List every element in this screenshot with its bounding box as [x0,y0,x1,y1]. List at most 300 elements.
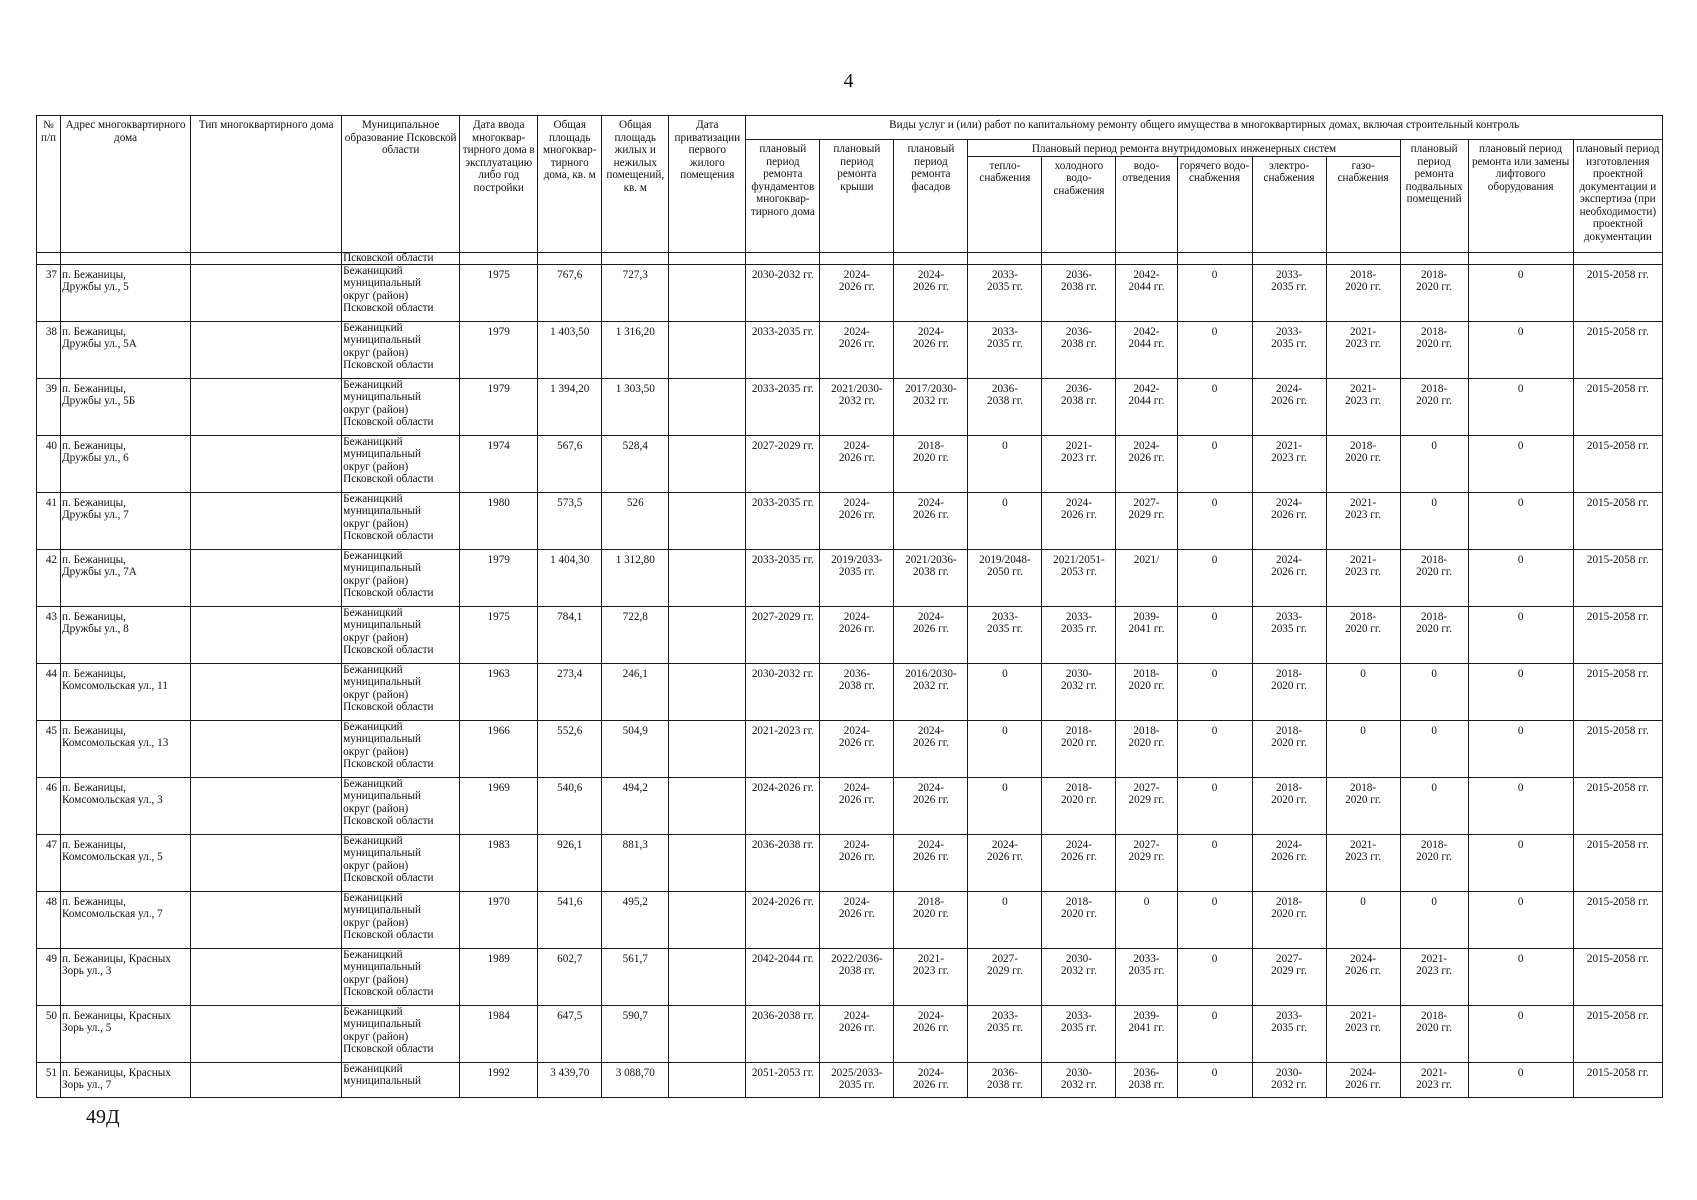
header-facade: плановый период ремонта фасадов [894,140,968,253]
table-cell [1042,492,1116,549]
table-cell [191,264,342,321]
row-roof-period: 2024- [843,439,870,452]
row-gas-period: 2026 гг. [1345,1079,1382,1091]
row-living-area: 504,9 [622,724,648,737]
table-cell [746,663,820,720]
row-project-period: 2015-2058 гг. [1586,439,1649,452]
row-address-line: Комсомольская ул., 13 [62,737,169,749]
table-cell [669,1005,746,1062]
table-cell [1177,663,1252,720]
row-hot-water-period: 0 [1211,781,1218,794]
row-electric-period: 2026 гг. [1271,395,1307,407]
row-year: 1963 [487,667,510,680]
row-cold-water-period: 2030- [1065,1066,1092,1079]
row-hot-water-period: 0 [1211,1009,1218,1022]
table-cell [894,834,968,891]
table-cell [602,1062,669,1097]
table-cell [1468,1005,1573,1062]
row-drainage-period: 2036- [1133,1066,1160,1079]
row-gas-period: 2023 гг. [1345,395,1382,407]
row-electric-period: 2033- [1275,325,1303,338]
table-cell [1326,663,1400,720]
table-cell [37,948,61,1005]
table-cell [894,948,968,1005]
row-basement-period: 2020 гг. [1416,281,1453,293]
header-gas: газо-снабжения [1326,156,1400,252]
row-cold-water-period: 2018- [1065,724,1092,737]
row-roof-period: 2026 гг. [838,452,875,464]
row-municipality-line: Бежаницкий [343,606,403,619]
row-total-area: 567,6 [557,439,583,452]
row-cold-water-period: 2035 гг. [1061,623,1097,635]
row-basement-period: 2020 гг. [1416,566,1453,578]
row-electric-period: 2035 гг. [1271,623,1307,635]
row-facade-period: 2021- [917,952,944,965]
header-systems-group: Плановый период ремонта внутридомовых инженерных систем [968,140,1400,157]
row-heat-period: 2038 гг. [986,1079,1023,1091]
table-cell [460,321,538,378]
row-cold-water-period: 2032 гг. [1061,965,1097,977]
row-heat-period: 2050 гг. [986,566,1023,578]
row-electric-period: 2033- [1275,610,1303,623]
row-facade-period: 2018- [917,895,944,908]
row-address-line: Дружбы ул., 5А [62,338,137,350]
row-address-line: п. Бежаницы, [62,439,126,452]
header-project: плановый период изготовления проектной документации и экспертиза (при необходимости) проектной документации [1573,140,1662,253]
row-address-line: Комсомольская ул., 7 [62,908,163,920]
table-cell [1116,948,1177,1005]
table-cell [602,948,669,1005]
header-privatization: Дата приватизации первого жилого помещения [669,116,746,253]
table-cell [1468,834,1573,891]
row-roof-period: 2024- [843,496,870,509]
row-electric-period: 2020 гг. [1271,680,1307,692]
table-header [37,116,1663,253]
table-row [37,948,1663,1005]
row-foundation-period: 2027-2029 гг. [751,610,814,623]
table-cell [1326,1005,1400,1062]
row-facade-period: 2024- [917,838,944,851]
row-municipality-line: Псковской области [343,587,434,599]
table-cell [602,606,669,663]
row-hot-water-period: 0 [1211,1066,1218,1079]
row-living-area: 528,4 [622,439,648,452]
row-drainage-period: 2027- [1133,496,1160,509]
table-cell [602,663,669,720]
table-cell [1326,492,1400,549]
row-municipality-line: округ (район) [343,745,409,758]
row-heat-period: 0 [1002,781,1008,794]
row-roof-period: 2021/2030- [831,382,883,395]
row-municipality-line: Бежаницкий [343,948,403,961]
row-roof-period: 2025/2033- [831,1066,883,1079]
row-drainage-period: 2035 гг. [1128,965,1165,977]
table-cell [37,1005,61,1062]
row-elevator-period: 0 [1517,439,1524,452]
row-facade-period: 2016/2030- [905,667,957,680]
row-municipality-line: Псковской области [343,929,434,941]
table-cell [342,1005,460,1062]
table-cell [1252,321,1326,378]
row-address-line: Дружбы ул., 7А [62,566,137,578]
row-hot-water-period: 0 [1211,895,1218,908]
row-drainage-period: 2029 гг. [1128,851,1165,863]
row-foundation-period: 2033-2035 гг. [751,553,814,566]
row-address-line: п. Бежаницы, [62,382,126,395]
row-project-period: 2015-2058 гг. [1586,496,1649,509]
row-municipality-line: Псковской области [343,986,434,998]
row-cold-water-period: 2038 гг. [1061,281,1097,293]
row-roof-period: 2024- [843,838,870,851]
table-cell [1326,777,1400,834]
row-project-period: 2015-2058 гг. [1586,268,1649,281]
row-municipality-line: Бежаницкий [343,321,403,334]
row-municipality-line: муниципальный [343,733,421,745]
table-cell [1252,549,1326,606]
table-row [37,777,1663,834]
row-address-line: п. Бежаницы, [62,781,126,794]
table-cell [1468,435,1573,492]
table-cell [746,891,820,948]
table-cell [538,549,602,606]
row-foundation-period: 2036-2038 гг. [751,838,814,851]
table-cell [669,720,746,777]
row-year: 1983 [487,838,510,851]
header-foundation: плановый период ремонта фундаментов многоквар-тирного дома [746,140,820,253]
table-cell [1252,834,1326,891]
table-cell [1400,777,1468,834]
row-foundation-period: 2033-2035 гг. [751,325,814,338]
table-cell [669,606,746,663]
row-municipality-line: Псковской области [343,872,434,884]
table-cell [1116,606,1177,663]
table-cell [342,834,460,891]
table-cell [61,1062,191,1097]
row-roof-period: 2026 гг. [838,623,875,635]
row-gas-period: 2021- [1350,1009,1377,1022]
row-cold-water-period: 2018- [1065,895,1092,908]
row-facade-period: 2026 гг. [912,1022,949,1034]
header-living-area: Общая площадь жилых и нежилых помещений, кв. м [602,116,669,253]
table-cell [746,1005,820,1062]
row-number: 38 [45,325,57,338]
table-cell [1468,378,1573,435]
row-number: 41 [45,496,57,509]
table-cell [1326,1062,1400,1097]
table-cell [746,1062,820,1097]
row-electric-period: 2035 гг. [1271,1022,1307,1034]
row-total-area: 647,5 [557,1009,583,1022]
table-row [37,492,1663,549]
row-roof-period: 2036- [843,667,870,680]
row-municipality-line: Бежаницкий [343,720,403,733]
table-cell [538,891,602,948]
table-row [37,549,1663,606]
row-municipality-line: округ (район) [343,916,409,929]
row-gas-period: 2024- [1350,1066,1377,1079]
row-total-area: 784,1 [557,610,583,623]
row-cold-water-period: 2032 гг. [1061,1079,1097,1091]
row-heat-period: 2027- [991,952,1018,965]
row-facade-period: 2024- [917,610,944,623]
table-cell [1116,549,1177,606]
row-municipality-line: Псковской области [343,530,434,542]
table-cell [1252,720,1326,777]
table-cell [1573,1062,1662,1097]
row-address-line: п. Бежаницы, [62,325,126,338]
row-address-line: п. Бежаницы, Красных [62,1009,171,1022]
row-gas-period: 2018- [1350,268,1377,281]
table-cell [1326,435,1400,492]
table-cell [894,1005,968,1062]
row-drainage-period: 2018- [1133,667,1160,680]
row-hot-water-period: 0 [1211,838,1218,851]
table-cell [1252,1005,1326,1062]
row-year: 1984 [487,1009,510,1022]
row-number: 49 [45,952,57,965]
table-cell [1573,777,1662,834]
row-drainage-period: 2021/ [1133,553,1160,566]
table-cell [37,663,61,720]
row-roof-period: 2038 гг. [838,680,875,692]
row-address-line: Дружбы ул., 6 [62,452,129,464]
row-heat-period: 2035 гг. [986,623,1023,635]
row-roof-period: 2024- [843,1009,870,1022]
row-elevator-period: 0 [1517,496,1524,509]
table-cell [1468,720,1573,777]
row-municipality-line: Бежаницкий [343,264,403,277]
table-cell [61,948,191,1005]
row-foundation-period: 2027-2029 гг. [751,439,814,452]
row-heat-period: 2024- [991,838,1018,851]
table-cell [1468,264,1573,321]
row-cold-water-period: 2024- [1065,838,1092,851]
row-gas-period: 0 [1360,667,1366,680]
row-roof-period: 2035 гг. [838,1079,875,1091]
row-living-area: 526 [626,496,644,509]
table-cell [746,606,820,663]
row-drainage-period: 2029 гг. [1128,509,1165,521]
row-basement-period: 2023 гг. [1416,965,1453,977]
row-cold-water-period: 2038 гг. [1061,338,1097,350]
table-cell [61,264,191,321]
row-roof-period: 2026 гг. [838,509,875,521]
header-roof: плановый период ремонта крыши [820,140,894,253]
table-cell [746,264,820,321]
row-basement-period: 2020 гг. [1416,623,1453,635]
table-cell [191,1062,342,1097]
row-elevator-period: 0 [1517,838,1524,851]
row-total-area: 1 403,50 [550,325,590,338]
row-municipality-line: Псковской области [343,701,434,713]
table-cell [1177,834,1252,891]
table-cell [1573,549,1662,606]
table-cell [191,948,342,1005]
row-cold-water-period: 2036- [1065,382,1092,395]
table-cell [342,720,460,777]
table-row [37,378,1663,435]
row-address-line: Дружбы ул., 5 [62,281,129,293]
row-basement-period: 2020 гг. [1416,851,1453,863]
row-facade-period: 2024- [917,724,944,737]
table-cell [61,663,191,720]
row-municipality-line: Бежаницкий [343,1062,403,1075]
table-cell [1573,435,1662,492]
table-cell [1326,834,1400,891]
row-elevator-period: 0 [1517,895,1524,908]
row-electric-period: 2024- [1275,496,1303,509]
row-cold-water-period: 2036- [1065,268,1092,281]
table-cell [1252,606,1326,663]
row-basement-period: 0 [1431,724,1437,737]
row-elevator-period: 0 [1517,952,1524,965]
row-electric-period: 2032 гг. [1271,1079,1307,1091]
table-cell [1573,720,1662,777]
table-cell [191,435,342,492]
continuation-municipality: Псковской области [342,252,460,264]
row-drainage-period: 2042- [1133,325,1160,338]
row-electric-period: 2027- [1275,952,1303,965]
table-cell [1042,948,1116,1005]
table-cell [1326,378,1400,435]
row-roof-period: 2026 гг. [838,1022,875,1034]
row-cold-water-period: 2053 гг. [1061,566,1097,578]
table-cell [37,549,61,606]
row-address-line: Комсомольская ул., 3 [62,794,163,806]
row-municipality-line: муниципальный [343,790,421,802]
table-cell [820,720,894,777]
row-municipality-line: округ (район) [343,574,409,587]
row-project-period: 2015-2058 гг. [1586,1009,1649,1022]
row-foundation-period: 2033-2035 гг. [751,382,814,395]
table-cell [538,435,602,492]
table-cell [1116,378,1177,435]
row-elevator-period: 0 [1517,325,1524,338]
header-basement: плановый период ремонта подвальных помещений [1400,140,1468,253]
row-gas-period: 2020 гг. [1345,623,1382,635]
table-cell [61,378,191,435]
row-cold-water-period: 2035 гг. [1061,1022,1097,1034]
table-cell [968,1062,1042,1097]
row-drainage-period: 0 [1143,895,1150,908]
header-num: № п/п [37,116,61,253]
table-cell [1042,891,1116,948]
table-cell [602,378,669,435]
row-address-line: п. Бежаницы, [62,667,126,680]
table-cell [1177,378,1252,435]
table-cell [820,378,894,435]
row-cold-water-period: 2036- [1065,325,1092,338]
table-cell [37,720,61,777]
row-municipality-line: округ (район) [343,1030,409,1043]
row-drainage-period: 2027- [1133,838,1160,851]
table-cell [342,321,460,378]
row-project-period: 2015-2058 гг. [1586,325,1649,338]
row-municipality-line: Псковской области [343,1043,434,1055]
table-cell [191,606,342,663]
row-elevator-period: 0 [1517,382,1524,395]
row-municipality-line: муниципальный [343,1018,421,1030]
row-basement-period: 0 [1431,496,1437,509]
row-heat-period: 2026 гг. [986,851,1023,863]
row-hot-water-period: 0 [1211,439,1218,452]
row-hot-water-period: 0 [1211,952,1218,965]
table-cell [894,891,968,948]
row-heat-period: 2019/2048- [979,553,1031,566]
row-gas-period: 2018- [1350,439,1377,452]
row-cold-water-period: 2020 гг. [1061,794,1097,806]
table-cell [1252,777,1326,834]
table-cell [894,321,968,378]
row-facade-period: 2026 гг. [912,851,949,863]
row-facade-period: 2026 гг. [912,281,949,293]
row-municipality-line: округ (район) [343,403,409,416]
row-total-area: 926,1 [557,838,583,851]
row-drainage-period: 2044 гг. [1128,281,1165,293]
row-facade-period: 2026 гг. [912,1079,949,1091]
table-cell [1252,264,1326,321]
table-cell [1400,1062,1468,1097]
row-municipality-line: Бежаницкий [343,663,403,676]
row-project-period: 2015-2058 гг. [1586,610,1649,623]
row-heat-period: 2038 гг. [986,395,1023,407]
row-roof-period: 2024- [843,724,870,737]
row-municipality-line: Бежаницкий [343,492,403,505]
table-cell [820,1062,894,1097]
row-address-line: п. Бежаницы, Красных [62,1066,171,1079]
row-municipality-line: муниципальный [343,277,421,289]
table-cell [968,720,1042,777]
table-cell [1252,948,1326,1005]
row-year: 1970 [487,895,510,908]
table-cell [968,663,1042,720]
table-cell [1573,264,1662,321]
row-gas-period: 2023 гг. [1345,509,1382,521]
row-total-area: 273,4 [557,667,583,680]
row-basement-period: 2018- [1421,325,1448,338]
row-facade-period: 2024- [917,1066,944,1079]
row-roof-period: 2024- [843,781,870,794]
row-address-line: Комсомольская ул., 11 [62,680,168,692]
row-facade-period: 2018- [917,439,944,452]
row-basement-period: 2018- [1421,610,1448,623]
row-municipality-line: Бежаницкий [343,435,403,448]
row-living-area: 494,2 [622,781,648,794]
table-cell [1177,549,1252,606]
row-gas-period: 0 [1360,724,1366,737]
table-cell [1326,891,1400,948]
row-elevator-period: 0 [1517,1066,1524,1079]
table-cell [968,549,1042,606]
row-basement-period: 0 [1431,439,1437,452]
row-hot-water-period: 0 [1211,382,1218,395]
table-cell [61,606,191,663]
table-cell [602,549,669,606]
table-cell [342,378,460,435]
table-cell [191,834,342,891]
row-cold-water-period: 2020 гг. [1061,908,1097,920]
table-cell [1177,720,1252,777]
table-cell [460,948,538,1005]
row-project-period: 2015-2058 гг. [1586,1066,1649,1079]
row-year: 1979 [487,553,510,566]
row-heat-period: 2035 гг. [986,338,1023,350]
row-electric-period: 2024- [1275,553,1303,566]
table-cell [746,435,820,492]
table-cell [1400,891,1468,948]
table-cell [1042,606,1116,663]
row-municipality-line: Бежаницкий [343,378,403,391]
